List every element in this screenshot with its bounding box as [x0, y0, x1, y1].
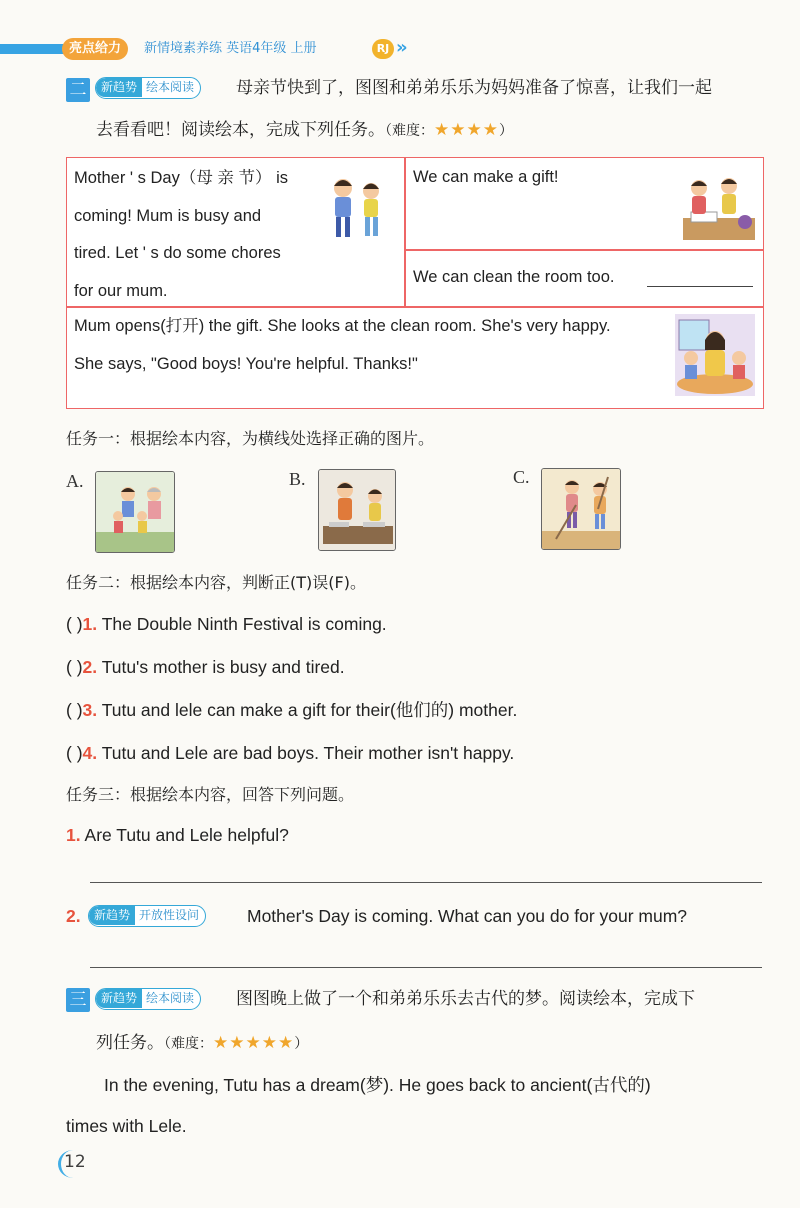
- item-text: Tutu and lele can make a gift for their(他们的) mother.: [101, 700, 518, 720]
- trend-tag-type: 绘本阅读: [146, 991, 195, 1005]
- tf-item-1: [66, 612, 387, 636]
- question-number: 2.: [66, 906, 81, 926]
- page-number: 12: [64, 1152, 86, 1172]
- item-number: 4.: [82, 743, 98, 763]
- question-1: [66, 823, 289, 847]
- intro-text: 去看看吧！阅读绘本，完成下列任务。: [96, 120, 385, 140]
- question-2: [66, 904, 81, 928]
- section3-paragraph-line1: In the evening, Tutu has a dream(梦). He goes back to ancient(古代的): [104, 1075, 651, 1095]
- section-number-3: 三: [66, 988, 90, 1012]
- cleaning-boys-image: [542, 469, 621, 550]
- story-line: tired. Let ' s do some chores: [74, 244, 281, 262]
- section3-intro-line1: 图图晚上做了一个和弟弟乐乐去古代的梦。阅读绘本，完成下: [236, 989, 695, 1009]
- divider: [404, 249, 764, 251]
- trend-tag-label: 新趋势: [89, 906, 135, 925]
- two-boys-illustration: [323, 174, 391, 242]
- task2-title: 任务二：根据绘本内容，判断正(T)误(F)。: [66, 573, 366, 592]
- open-question-tag: [88, 905, 206, 927]
- page-header: [0, 36, 800, 64]
- trend-tag-type: 开放性设问: [139, 908, 200, 922]
- trend-tag: [95, 988, 201, 1010]
- family-gathering-image: [96, 472, 175, 553]
- making-gift-illustration: [681, 174, 757, 242]
- intro-text: 列任务。: [96, 1033, 164, 1053]
- option-c-picture[interactable]: [541, 468, 621, 550]
- story-cell-4: [74, 307, 611, 383]
- double-arrow-icon: »: [396, 37, 408, 58]
- answer-paren[interactable]: ( ): [66, 743, 83, 763]
- answer-line-1[interactable]: [90, 882, 762, 883]
- cooking-boys-image: [319, 470, 396, 551]
- difficulty-close: ）: [294, 1036, 309, 1052]
- section2-intro-line1: 母亲节快到了，图图和弟弟乐乐为妈妈准备了惊喜，让我们一起: [236, 78, 712, 98]
- divider: [404, 158, 406, 306]
- difficulty-stars: ★★★★: [434, 120, 499, 140]
- task3-title: 任务三：根据绘本内容，回答下列问题。: [66, 785, 355, 804]
- item-text: The Double Ninth Festival is coming.: [101, 614, 387, 634]
- trend-tag-type: 绘本阅读: [146, 80, 195, 94]
- story-line: Mother ' s Day（母 亲 节） is: [74, 169, 289, 187]
- item-text: Tutu and Lele are bad boys. Their mother isn't happy.: [101, 743, 515, 763]
- edition-badge: RJ: [372, 39, 394, 59]
- section-number-2: 二: [66, 78, 90, 102]
- story-cell-3: [413, 260, 614, 294]
- story-line: Mum opens(打开) the gift. She looks at the clean room. She's very happy.: [74, 317, 611, 335]
- option-c-label: C.: [513, 467, 530, 487]
- section3-intro-line2: [96, 1031, 308, 1056]
- question-text: Are Tutu and Lele helpful?: [84, 825, 289, 845]
- trend-tag-label: 新趋势: [96, 78, 142, 97]
- trend-tag-label: 新趋势: [96, 989, 142, 1008]
- option-a-picture[interactable]: [95, 471, 175, 553]
- header-badge: 亮点给力: [62, 38, 128, 60]
- option-a-label: A.: [66, 471, 84, 491]
- tf-item-2: [66, 655, 345, 679]
- question-number: 1.: [66, 825, 81, 845]
- trend-tag: [95, 77, 201, 99]
- story-cell-1: [74, 160, 314, 310]
- tf-item-3: [66, 698, 517, 722]
- item-number: 2.: [82, 657, 98, 677]
- section3-paragraph-line2: times with Lele.: [66, 1116, 187, 1136]
- difficulty-label: （难度：: [385, 123, 434, 139]
- answer-paren[interactable]: ( ): [66, 657, 83, 677]
- option-b-picture[interactable]: [318, 469, 396, 551]
- answer-paren[interactable]: ( ): [66, 700, 83, 720]
- item-text: Tutu's mother is busy and tired.: [101, 657, 345, 677]
- answer-paren[interactable]: ( ): [66, 614, 83, 634]
- difficulty-close: ）: [498, 123, 513, 139]
- tf-item-4: [66, 741, 514, 765]
- story-sentence: We can clean the room too.: [413, 268, 615, 286]
- story-cell-2: We can make a gift!: [413, 168, 559, 186]
- item-number: 1.: [82, 614, 98, 634]
- task1-title: 任务一：根据绘本内容，为横线处选择正确的图片。: [66, 429, 435, 448]
- difficulty-label: （难度：: [164, 1036, 213, 1052]
- difficulty-stars: ★★★★★: [213, 1033, 295, 1053]
- option-b-label: B.: [289, 469, 306, 489]
- answer-blank[interactable]: [647, 286, 753, 287]
- section2-intro-line2: [96, 118, 513, 143]
- answer-line-2[interactable]: [90, 967, 762, 968]
- question-2-text: Mother's Day is coming. What can you do for your mum?: [247, 906, 688, 926]
- story-line: for our mum.: [74, 281, 168, 300]
- story-box: [66, 157, 764, 409]
- item-number: 3.: [82, 700, 98, 720]
- family-illustration: [675, 314, 755, 396]
- story-line: She says, "Good boys! You're helpful. Thanks!": [74, 355, 418, 373]
- story-line: coming! Mum is busy and: [74, 206, 262, 225]
- header-title: 新情境素养练 英语4年级 上册: [144, 41, 317, 56]
